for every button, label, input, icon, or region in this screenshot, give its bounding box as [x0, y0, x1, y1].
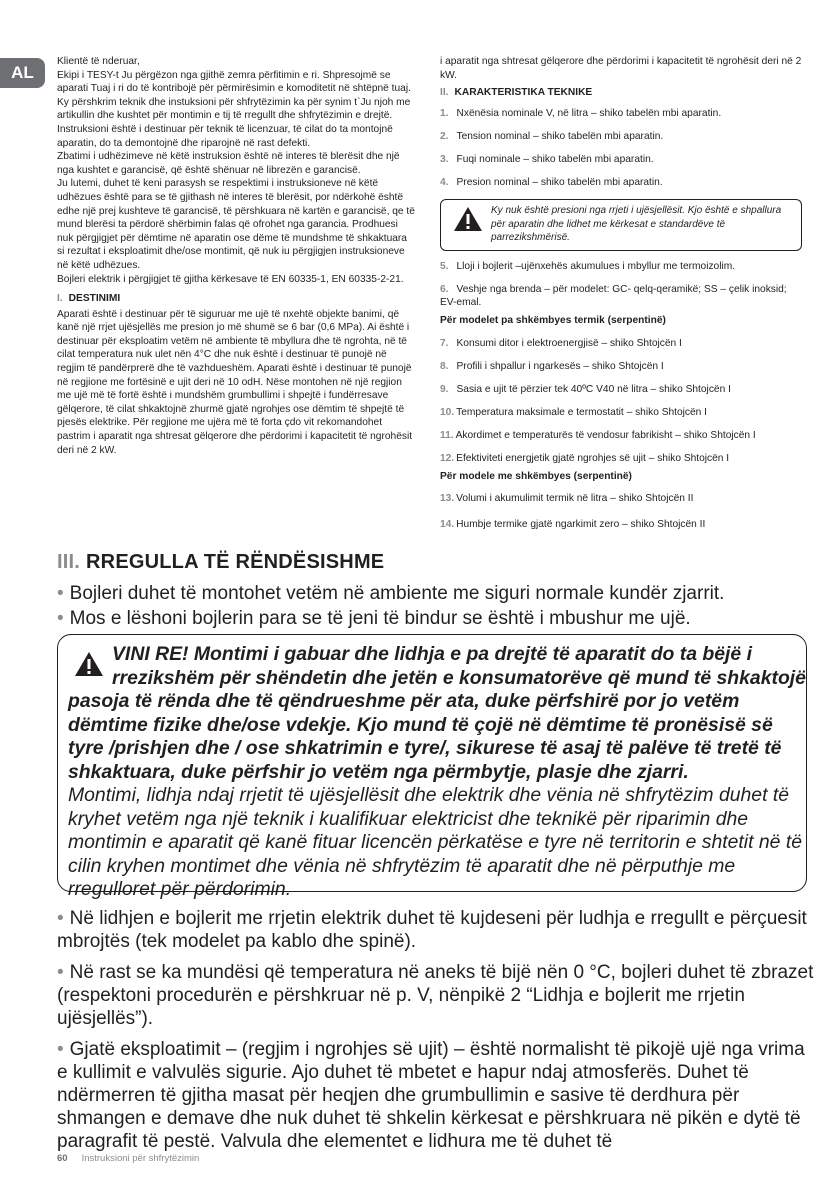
intro-paragraph: Ju lutemi, duhet të keni parasysh se respektimi i instruksioneve në këtë udhëzues është para se të gjithash në interes të blerësit, por ndërkohë është edhe një prej kushteve të garancisë, të përshkuara në kartën e garancisë, qe të mund blerësi ta përdorë shërbimin falas që ofrohet nga garancia. Prodhuesi nuk përgjigjet për dëmtime në aparatin ose dëme të mundshme të shkaktuara si rezultat i eksploatimit dhe/ose montimit, që nuk iu përgjigjen instruksioneve në këtë udhëzues.	[57, 178, 415, 271]
subheading: Për modelet pa shkëmbyes termik (serpentinë)	[440, 314, 666, 326]
warning-body-text: Montimi, lidhja ndaj rrjetit të ujësjellësit dhe elektrik dhe vënia në shfrytëzim duhet të kryhet vetëm nga një teknik i kualifikuar elektricist dhe teknikë për riparimin dhe montimin e aparatit që kanë fituar licencën përkatëse e tyre në territorin e shtetit në të cilin kryhen montimet dhe vënia në shfrytëzim të aparatit dhe në përputhje me rregulloret për përdorimin.	[68, 784, 803, 900]
list-item: 6. Veshje nga brenda – për modelet: GC- qelq-qeramikë; SS – çelik inoksid; EV-emal.	[440, 283, 787, 309]
spec-list	[440, 107, 802, 190]
list-item: 12. Efektiviteti energjetik gjatë ngrohjes së ujit – shiko Shtojcën I	[440, 453, 730, 464]
list-item: 4. Presion nominal – shiko tabelën mbi aparatin.	[440, 177, 663, 189]
intro-paragraph: Ky përshkrim teknik dhe instuksioni për shfrytëzimin ka për synim t`Ju njoh me artikullin dhe kushtet për montimin e tij të rregullt dhe shfrytëzimin e drejtë. Instruksioni është i destinuar për teknik të licenzuar, të cilat do ta montojnë aparatin, do ta demontojnë dhe riparojnë në rast defekti.	[57, 96, 411, 149]
intro-paragraph: Ekipi i TESY-t Ju përgëzon nga gjithë zemra përfitimin e ri. Shpresojmë se aparati Tuaj i ri do të kontribojë për përmirësimin e komoditetit në shtëpnë tuaj.	[57, 69, 411, 95]
list-item: 8. Profili i shpallur i ngarkesës – shiko Shtojcën I	[440, 360, 664, 372]
bullet-icon: •	[57, 908, 64, 929]
warning-heading-text: VINI RE! Montimi i gabuar dhe lidhja e pa drejtë të aparatit do ta bëjë i rrezikshëm për shëndetin dhe jetën e konsumatorëve që mund të shkaktojë pasoja të rënda dhe të qëndrueshme për ata, duke përfshirë por jo vetëm dëmtime fizike dhe/ose vdekje. Kjo mund të çojë në dëmtime të pronësisë së tyre /prishjen dhe / ose shkatrimin e tyre/, sikurese të asaj të palëve të tretë të shkaktuara, duke përfshir jo vetëm nga përmbytje, plasje dhe zjarri.	[68, 643, 806, 783]
spec-list	[440, 337, 802, 466]
list-item: 3. Fuqi nominale – shiko tabelën mbi aparatin.	[440, 153, 654, 165]
installation-warning-box	[57, 634, 807, 900]
section-number: III.	[57, 551, 81, 573]
bullet-icon: •	[57, 608, 64, 629]
warning-text: Ky nuk është presioni nga rrjeti i ujësjellësit. Kjo është e shpallura për aparatin dhe lidhet me kërkesat e standardëve të parrezikshmërisë.	[491, 205, 782, 244]
list-item: • Në lidhjen e bojlerit me rrjetin elektrik duhet të kujdeseni për ludhja e rregullt e përçuesit mbrojtës (tek modelet pa kablo dhe spinë).	[57, 908, 807, 952]
section-heading	[440, 86, 802, 100]
list-item: 7. Konsumi ditor i elektroenergjisë – shiko Shtojcën I	[440, 337, 682, 349]
section-heading	[57, 551, 384, 574]
page-number: 60	[57, 1153, 68, 1164]
warning-icon	[453, 206, 483, 232]
subheading: Për modele me shkëmbyes (serpentinë)	[440, 470, 632, 482]
left-column	[57, 55, 417, 498]
bullet-icon: •	[57, 1039, 64, 1060]
pressure-warning-box	[440, 199, 802, 251]
list-item: 9. Sasia e ujit të përzier tek 40ºC V40 në litra – shiko Shtojcën I	[440, 383, 731, 395]
list-item: 10. Temperatura maksimale e termostatit – shiko Shtojcën I	[440, 406, 708, 418]
list-item: • Në rast se ka mundësi që temperatura në aneks të bijë nën 0 °C, bojleri duhet të zbrazet (respektoni procedurën e përshkruar në p. V, nënpikë 2 “Lidhja e bojlerit me rrjetin ujësjellës”).	[57, 962, 814, 1029]
footer-label: Instruksioni për shfrytëzimin	[81, 1153, 200, 1164]
warning-icon	[74, 651, 104, 677]
list-item: 11. Akordimet e temperaturës të vendosur fabrikisht – shiko Shtojcën I	[440, 429, 756, 441]
intro-paragraph: Zbatimi i udhëzimeve në këtë instruksion është në interes të blerësit dhe një nga kushtet e garancisë, që është shënuar në librezën e garancisë.	[57, 151, 400, 176]
section-text-continued: i aparatit nga shtresat gëlqerore dhe përdorimi i kapacitetit të ngrohësit deri në 2 kW.	[440, 56, 802, 81]
section-title: RREGULLA TË RËNDËSISHME	[86, 551, 385, 573]
page-footer	[57, 1153, 199, 1164]
list-item: • Bojleri duhet të montohet vetëm në ambiente me siguri normale kundër zjarrit.	[57, 583, 725, 604]
spec-list	[440, 260, 802, 310]
section-title: DESTINIMI	[68, 293, 121, 305]
spec-list	[440, 492, 802, 531]
rules-list-top	[57, 582, 817, 630]
section-number: I.	[57, 293, 63, 305]
rules-list-bottom	[57, 907, 817, 1153]
bullet-icon: •	[57, 962, 64, 983]
list-item: 1. Nxënësia nominale V, në litra – shiko tabelën mbi aparatin.	[440, 107, 722, 119]
list-item: 14. Humbje termike gjatë ngarkimit zero – shiko Shtojcën II	[440, 518, 706, 530]
list-item: • Mos e lëshoni bojlerin para se të jeni të bindur se është i mbushur me ujë.	[57, 608, 691, 629]
list-item: 13. Volumi i akumulimit termik në litra – shiko Shtojcën II	[440, 493, 694, 505]
bullet-icon: •	[57, 583, 64, 604]
section-heading	[57, 292, 417, 306]
intro-greeting: Klientë të nderuar,	[57, 56, 140, 67]
list-item: 2. Tension nominal – shiko tabelën mbi aparatin.	[440, 130, 664, 142]
list-item: 5. Lloji i bojlerit –ujënxehës akumulues i mbyllur me termoizolim.	[440, 260, 736, 272]
language-tab: AL	[0, 58, 45, 88]
section-text: Aparati është i destinuar për të siguruar me ujë të nxehtë objekte banimi, që kanë një rrjet ujësjellës me presion jo më shumë se 6 bar (0,6 MPa). Ai është i destinuar për eksploatim vetëm në ambiente të mbyllura dhe të ngrohta, në të cilat temperatura nuk ulet nën 4°C dhe nuk është i destinuar të punojë në regjim të pandërprerë dhe të vazhdueshëm. Aparati është i destinuar të punojë në regjione me fortësinë e ujit deri në 10 odH. Nëse montohen në një regjion me ujë më të fortë është i mundshëm grumbullimi i shpejtë i fundërresave gëlqerore, të cilat shkaktojnë zhurmë gjatë ngrohjes ose dëmtim të shpejtë të pjesës elektrike. Për regjione me ujëra më të forta çdo vit rekomandohet pastrim i aparatit nga shtresat gëlqerore dhe përdorimi i kapacitetit të ngrohësit deri në 2 kW.	[57, 308, 413, 456]
list-item: • Gjatë eksploatimit – (regjim i ngrohjes së ujit) – është normalisht të pikojë ujë nga vrima e kullimit e valvulës sigurie. Ajo duhet të mbetet e hapur ndaj atmosferës. Duhet të ndërmerren të gjitha masat për heqjen dhe grumbullimin e sasive të derdhura për shmangen e demave dhe nuk duhet të shkelin kërkesat e përshkruara në pikën e dytë të paragrafit të pestë. Valvula dhe elementet e lidhura me të duhet të	[57, 1039, 805, 1152]
section-number: II.	[440, 87, 449, 99]
intro-standards: Bojleri elektrik i përgjigjet të gjitha kërkesave të EN 60335-1, EN 60335-2-21.	[57, 273, 404, 285]
right-column	[440, 55, 802, 541]
section-title: KARAKTERISTIKA TEKNIKE	[454, 87, 593, 99]
